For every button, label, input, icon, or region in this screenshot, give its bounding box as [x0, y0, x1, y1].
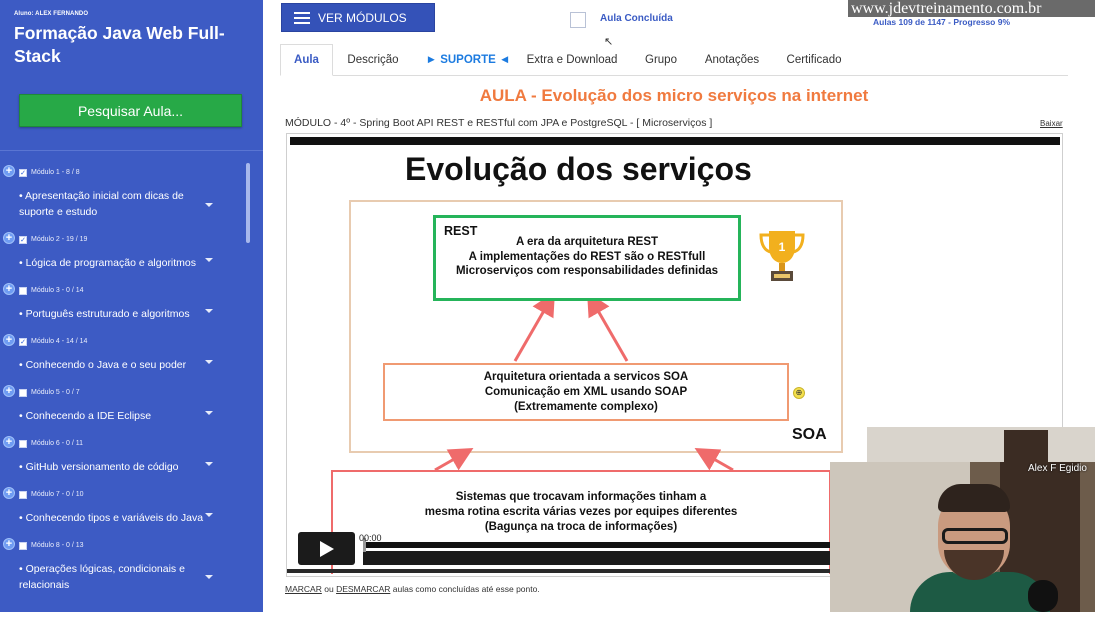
seek-bar[interactable]: [363, 542, 840, 548]
expand-plus-icon[interactable]: +: [3, 232, 15, 244]
module-item[interactable]: [0, 487, 245, 538]
caret-down-icon[interactable]: [205, 309, 213, 313]
module-header: Módulo 3 - 0 / 14: [31, 287, 84, 294]
tab-grupo[interactable]: Grupo: [645, 54, 677, 66]
menu-icon: [294, 12, 310, 24]
search-lesson-button[interactable]: Pesquisar Aula...: [19, 94, 242, 127]
mark-link[interactable]: MARCAR: [285, 584, 322, 594]
view-modules-label: VER MÓDULOS: [318, 10, 407, 25]
rest-box: [433, 215, 741, 301]
module-item[interactable]: [0, 165, 245, 216]
mark-instructions: [285, 584, 540, 594]
module-title[interactable]: • Conhecendo o Java e o seu poder: [19, 359, 187, 371]
soa-line: Comunicação em XML usando SOAP: [484, 386, 688, 398]
zoom-cursor-icon: ⊕: [793, 387, 805, 399]
module-checkbox[interactable]: ✓: [20, 237, 26, 244]
expand-plus-icon[interactable]: +: [3, 538, 15, 550]
module-title[interactable]: • Operações lógicas, condicionais e relacionais: [19, 563, 185, 591]
module-item[interactable]: [0, 538, 245, 598]
soa-line: (Extremamente complexo): [514, 401, 658, 413]
sidebar-divider: [0, 150, 263, 151]
caret-down-icon[interactable]: [205, 462, 213, 466]
tab-suporte[interactable]: ► SUPORTE ◄: [425, 54, 511, 66]
module-header: Módulo 7 - 0 / 10: [31, 491, 84, 498]
expand-plus-icon[interactable]: +: [3, 436, 15, 448]
module-checkbox[interactable]: ✓: [20, 339, 26, 346]
trophy-icon: [757, 227, 807, 285]
trophy-number: 1: [778, 240, 786, 254]
module-title[interactable]: • Conhecendo tipos e variáveis do Java: [19, 512, 204, 524]
module-header: Módulo 6 - 0 / 11: [31, 440, 84, 447]
module-checkbox[interactable]: ✓: [20, 170, 26, 177]
lesson-completed-checkbox[interactable]: [570, 12, 586, 28]
module-checkbox[interactable]: [19, 542, 27, 550]
course-progress: Aulas 109 de 1147 - Progresso 9%: [873, 17, 1011, 27]
lesson-title: AULA - Evolução dos micro serviços na internet: [479, 86, 869, 105]
play-button[interactable]: [298, 532, 355, 565]
buffer-bar: [287, 569, 840, 573]
expand-plus-icon[interactable]: +: [3, 283, 15, 295]
site-watermark: www.jdevtreinamento.com.br: [848, 0, 1095, 17]
soa-line: Arquitetura orientada a servicos SOA: [483, 371, 689, 383]
module-header: Módulo 1 - 8 / 8: [31, 169, 80, 176]
mouse-cursor-icon: ↖: [604, 36, 614, 48]
slide-title: Evolução dos serviços: [405, 151, 752, 187]
module-item[interactable]: [0, 232, 245, 283]
webcam-background-top: [867, 427, 1095, 462]
caret-down-icon[interactable]: [205, 411, 213, 415]
player-controls: [295, 532, 840, 568]
module-item[interactable]: [0, 436, 245, 487]
module-header: Módulo 2 - 19 / 19: [31, 236, 88, 243]
expand-plus-icon[interactable]: +: [3, 487, 15, 499]
soa-box: [383, 363, 789, 421]
module-title[interactable]: • GitHub versionamento de código: [19, 461, 179, 473]
seek-track: [363, 551, 840, 565]
systems-line: mesma rotina escrita várias vezes por equipes diferentes: [424, 506, 738, 518]
caret-down-icon[interactable]: [205, 203, 213, 207]
microphone: [1028, 580, 1058, 612]
module-title[interactable]: • Apresentação inicial com dicas de suporte e estudo: [19, 190, 184, 218]
sidebar: [0, 0, 263, 612]
module-item[interactable]: [0, 283, 245, 334]
module-item[interactable]: [0, 334, 245, 385]
sidebar-scrollbar[interactable]: [246, 163, 250, 243]
tab-anotacoes[interactable]: Anotações: [704, 54, 760, 66]
rest-line: A implementações do REST são o RESTfull: [468, 250, 706, 263]
module-header: Módulo 5 - 0 / 7: [31, 389, 80, 396]
module-header: Módulo 4 - 14 / 14: [31, 338, 88, 345]
presenter-hair: [938, 484, 1010, 512]
student-name: Aluno: ALEX FERNANDO: [14, 11, 89, 17]
module-title[interactable]: • Conhecendo a IDE Eclipse: [19, 410, 152, 422]
presenter-glasses: [942, 528, 1008, 544]
expand-plus-icon[interactable]: +: [3, 385, 15, 397]
systems-line: (Bagunça na troca de informações): [484, 521, 678, 533]
unmark-link[interactable]: DESMARCAR: [336, 584, 391, 594]
module-checkbox[interactable]: [19, 491, 27, 499]
tab-extra-download[interactable]: Extra e Download: [526, 54, 618, 66]
caret-down-icon[interactable]: [205, 513, 213, 517]
module-header: Módulo 8 - 0 / 13: [31, 542, 84, 549]
module-title[interactable]: • Lógica de programação e algoritmos: [19, 257, 197, 269]
module-checkbox[interactable]: [19, 389, 27, 397]
caret-down-icon[interactable]: [205, 258, 213, 262]
course-title: Formação Java Web Full-Stack: [14, 23, 225, 66]
expand-plus-icon[interactable]: +: [3, 165, 15, 177]
lesson-tabs: [280, 44, 1068, 76]
webcam-overlay: [830, 462, 1095, 612]
module-checkbox[interactable]: [19, 440, 27, 448]
module-item[interactable]: [0, 385, 245, 436]
tab-certificado[interactable]: Certificado: [786, 54, 842, 66]
expand-plus-icon[interactable]: +: [3, 334, 15, 346]
caret-down-icon[interactable]: [205, 360, 213, 364]
download-link[interactable]: Baixar: [1040, 119, 1063, 128]
presenter-name: Alex F Egidio: [1028, 463, 1087, 474]
play-icon: [320, 541, 334, 557]
module-breadcrumb: MÓDULO - 4º - Spring Boot API REST e RESTful com JPA e PostgreSQL - [ Microserviços ]: [285, 117, 713, 129]
video-top-bar: [290, 137, 1060, 145]
caret-down-icon[interactable]: [205, 575, 213, 579]
tab-descricao[interactable]: Descrição: [347, 54, 399, 66]
view-modules-button[interactable]: [281, 3, 435, 32]
module-checkbox[interactable]: [19, 287, 27, 295]
mark-suffix: aulas como concluídas até esse ponto.: [392, 584, 540, 594]
rest-title: REST: [444, 224, 478, 238]
rest-description: [436, 235, 738, 279]
rest-line: A era da arquitetura REST: [515, 236, 659, 248]
lesson-completed-label[interactable]: Aula Concluída: [600, 13, 673, 24]
tab-aula[interactable]: Aula: [280, 44, 333, 76]
soa-label: SOA: [792, 426, 827, 443]
systems-line: Sistemas que trocavam informações tinham a: [455, 491, 707, 503]
current-time: 00:00: [359, 533, 382, 543]
module-title[interactable]: • Português estruturado e algoritmos: [19, 308, 190, 320]
mark-or: ou: [324, 584, 334, 594]
rest-line: Microserviços com responsabilidades definidas: [455, 265, 719, 277]
